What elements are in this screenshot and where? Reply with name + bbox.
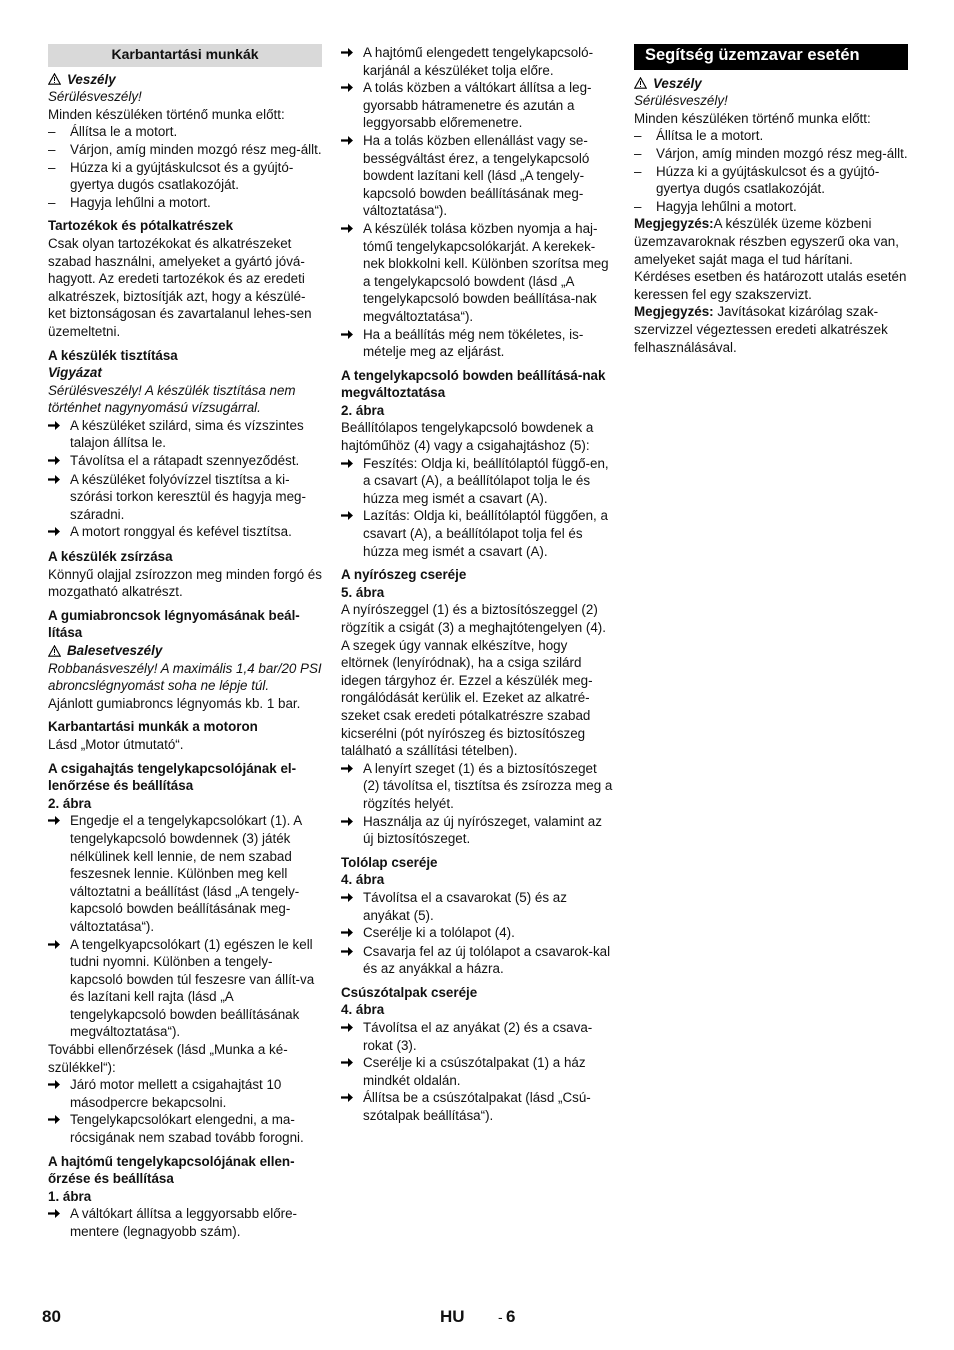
list-item: – Hagyja lehűlni a motort. bbox=[634, 198, 797, 214]
further-checks-text: További ellenőrzések (lásd „Munka a ké-szülékkel“): bbox=[48, 1042, 288, 1075]
tire-pressure-heading: A gumiabroncsok légnyomásának beál-lítása bbox=[48, 607, 300, 641]
list-item: – Állítsa le a motort. bbox=[634, 128, 764, 144]
footer-separator: - bbox=[498, 1309, 503, 1325]
accessories-heading: Tartozékok és pótalkatrészek bbox=[48, 218, 234, 234]
figure-ref: 5. ábra bbox=[341, 584, 385, 600]
motor-text: Lásd „Motor útmutató“. bbox=[48, 736, 184, 752]
arrow-right-icon bbox=[48, 1079, 60, 1090]
drive-clutch-heading: A hajtómű tengelykapcsolójának ellen-őrzése és beállítása bbox=[48, 1153, 295, 1187]
list-item: A tolás közben a váltókart állítsa a leg-gyorsabb hátramenetre és azután a leggyorsabb előremenetre. bbox=[341, 79, 615, 132]
figure-ref: 4. ábra bbox=[341, 1002, 385, 1018]
danger-notice bbox=[634, 75, 908, 93]
list-item: Cserélje ki a csúszótalpakat (1) a ház mindkét oldalán. bbox=[341, 1054, 615, 1089]
accessories-text: Csak olyan tartozékokat és alkatrészeket szabad használni, amelyeket a gyártó jóvá-hagyott. Az eredeti tartozékok és az eredeti alkatrészek, biztosítják azt, hogy a készülé-ket biztonságosan és zavartalanul lehes-sen üzemeltetni. bbox=[48, 235, 312, 339]
list-item: – Húzza ki a gyújtáskulcsot és a gyújtó-gyertya dugós csatlakozóját. bbox=[48, 159, 294, 193]
danger-label: Veszély bbox=[67, 71, 116, 87]
list-item: A tengelkyapcsolókart (1) egészen le kell tudni nyomni. Különben a tengely-kapcsoló bowden túl feszesre van állít-va és lazítani kell rajta (lásd „A tengelykapcsoló bowden beállításának megváltoztatása“). bbox=[48, 936, 322, 1042]
column-3 bbox=[634, 44, 908, 356]
arrow-right-icon bbox=[341, 510, 353, 521]
list-item: – Állítsa le a motort. bbox=[48, 124, 178, 140]
arrow-right-icon bbox=[341, 1057, 353, 1068]
list-item: A készüléket szilárd, sima és vízszintes talajon állítsa le. bbox=[48, 417, 322, 452]
motor-heading: Karbantartási munkák a motoron bbox=[48, 719, 258, 735]
tire-warning: Robbanásveszély! A maximális 1,4 bar/20 PSI abroncslégnyomást soha ne lépje túl. bbox=[48, 660, 322, 694]
list-item: – Hagyja lehűlni a motort. bbox=[48, 194, 211, 210]
shear-pin-text: A nyírószeggel (1) és a biztosítószeggel (2) rögzítik a csigát (3) a meghajtótengelyen (4). A szegek úgy vannak elkészítve, hogy eltörnek (lenyíródnak), ha a csiga szilárd idegen tárgyhoz ér. Ezzel a készülék meg-rongálódását kerülik el. Ezeket az alkatré-szeket csak eredeti pótalkatrészre szabad kicserélni (pót nyírószeg és biztosítószeg található a szállítási tételben). bbox=[341, 602, 606, 759]
arrow-right-icon bbox=[341, 82, 353, 93]
warning-triangle-icon bbox=[634, 77, 647, 89]
warning-triangle-icon bbox=[48, 73, 61, 85]
page-number: 80 bbox=[42, 1307, 61, 1326]
arrow-right-icon bbox=[48, 474, 60, 485]
arrow-right-icon bbox=[341, 816, 353, 827]
list-item: Távolítsa el az anyákat (2) és a csava-rokat (3). bbox=[341, 1019, 615, 1054]
arrow-right-icon bbox=[341, 223, 353, 234]
figure-ref: 2. ábra bbox=[341, 402, 385, 418]
arrow-right-icon bbox=[341, 1022, 353, 1033]
danger-notice bbox=[48, 71, 322, 89]
greasing-heading: A készülék zsírzása bbox=[48, 549, 173, 565]
auger-clutch-heading: A csigahajtás tengelykapcsolójának el-lenőrzése és beállítása bbox=[48, 760, 297, 794]
tire-text: Ajánlott gumiabroncs légnyomás kb. 1 bar. bbox=[48, 695, 301, 711]
column-1 bbox=[48, 44, 322, 1241]
list-item: Cserélje ki a tolólapot (4). bbox=[341, 924, 615, 943]
list-item: Távolítsa el a csavarokat (5) és az anyákat (5). bbox=[341, 889, 615, 924]
list-item: A készülék tolása közben nyomja a haj-tómű tengelykapcsolókarját. A kerekek-nek blokkolni kell. Különben szorítsa meg a tengelykapcsoló bowdent (lásd „A tengelykapcsoló bowden beállítása-nak megváltoztatása“). bbox=[341, 220, 615, 326]
caution-label: Vigyázat bbox=[48, 365, 102, 381]
skid-heading: Csúszótalpak cseréje bbox=[341, 984, 478, 1000]
column-2 bbox=[341, 44, 615, 1125]
list-item: A készüléket folyóvízzel tisztítsa a ki-szórási torkon keresztül és hagyja meg-száradni. bbox=[48, 471, 322, 524]
figure-ref: 2. ábra bbox=[48, 795, 92, 811]
arrow-right-icon bbox=[48, 815, 60, 826]
blade-heading: Tolólap cseréje bbox=[341, 854, 438, 870]
language-code: HU bbox=[440, 1307, 465, 1326]
greasing-text: Könnyű olajjal zsírozzon meg minden forgó és mozgatható alkatrészt. bbox=[48, 566, 322, 600]
section-heading-maintenance: Karbantartási munkák bbox=[48, 44, 322, 67]
list-item: – Húzza ki a gyújtáskulcsot és a gyújtó-gyertya dugós csatlakozóját. bbox=[634, 163, 880, 197]
list-item: A motort ronggyal és kefével tisztítsa. bbox=[48, 523, 322, 542]
list-item: Ha a beállítás még nem tökéletes, is-mételje meg az eljárást. bbox=[341, 326, 615, 361]
arrow-right-icon bbox=[341, 1092, 353, 1103]
note-1: Megjegyzés:A készülék üzeme közbeni üzemzavaroknak részben egyszerű oka van, amelyeket saját maga el tud hárítani. Kérdéses esetben és határozott utalás esetén keressen fel egy szakszervizt. bbox=[634, 216, 907, 302]
accident-label: Balesetveszély bbox=[67, 643, 163, 658]
arrow-right-icon bbox=[341, 135, 353, 146]
figure-ref: 4. ábra bbox=[341, 872, 385, 888]
arrow-right-icon bbox=[341, 458, 353, 469]
shear-pin-heading: A nyírószeg cseréje bbox=[341, 567, 467, 583]
arrow-right-icon bbox=[341, 946, 353, 957]
arrow-right-icon bbox=[48, 526, 60, 537]
list-item: Tengelykapcsolókart elengedni, a ma-rócsigának nem szabad tovább forogni. bbox=[48, 1111, 322, 1146]
list-item: A hajtómű elengedett tengelykapcsoló-karjánál a készüléket tolja előre. bbox=[341, 44, 615, 79]
arrow-right-icon bbox=[48, 1208, 60, 1219]
list-item: A váltókart állítsa a leggyorsabb előre-mentere (legnagyobb szám). bbox=[48, 1205, 322, 1240]
list-item: Használja az új nyírószeget, valamint az új biztosítószeget. bbox=[341, 813, 615, 848]
list-item: Állítsa be a csúszótalpakat (lásd „Csú-szótalpak beállítása“). bbox=[341, 1089, 615, 1124]
section-page-number: 6 bbox=[506, 1307, 516, 1326]
arrow-right-icon bbox=[341, 892, 353, 903]
list-item: Lazítás: Oldja ki, beállítólaptól függően, a csavart (A), a beállítólapot tolja fel és húzza meg ismét a csavart (A). bbox=[341, 507, 615, 560]
note-label: Megjegyzés: bbox=[634, 304, 714, 320]
before-work-text: Minden készüléken történő munka előtt: bbox=[634, 110, 871, 126]
list-item: A lenyírt szeget (1) és a biztosítószeget (2) távolítsa el, tisztítsa és zsírozza meg a rögzítés helyét. bbox=[341, 760, 615, 813]
arrow-right-icon bbox=[341, 329, 353, 340]
section-heading-troubleshooting: Segítség üzemzavar esetén bbox=[634, 44, 908, 70]
injury-warning: Sérülésveszély! bbox=[634, 93, 728, 109]
arrow-right-icon bbox=[48, 455, 60, 466]
figure-ref: 1. ábra bbox=[48, 1188, 92, 1204]
arrow-right-icon bbox=[48, 1114, 60, 1125]
arrow-right-icon bbox=[341, 47, 353, 58]
list-item: Járó motor mellett a csigahajtást 10 másodpercre bekapcsolni. bbox=[48, 1076, 322, 1111]
cleaning-warning: Sérülésveszély! A készülék tisztítása nem történhet nagynyomású vízsugárral. bbox=[48, 382, 296, 416]
list-item: Csavarja fel az új tolólapot a csavarok-kal és az anyákkal a házra. bbox=[341, 943, 615, 978]
note-label: Megjegyzés: bbox=[634, 216, 714, 232]
arrow-right-icon bbox=[341, 763, 353, 774]
list-item: – Várjon, amíg minden mozgó rész meg-állt. bbox=[48, 141, 322, 157]
list-item: Feszítés: Oldja ki, beállítólaptól függő-en, a csavart (A), a beállítólapot tolja le és húzza meg ismét a csavart (A). bbox=[341, 455, 615, 508]
before-work-text: Minden készüléken történő munka előtt: bbox=[48, 106, 285, 122]
arrow-right-icon bbox=[341, 927, 353, 938]
note-2: Megjegyzés: Javításokat kizárólag szak-szervizzel végeztessen eredeti alkatrészek felhasználásával. bbox=[634, 304, 888, 355]
injury-warning: Sérülésveszély! bbox=[48, 89, 142, 105]
list-item: Engedje el a tengelykapcsolókart (1). A tengelykapcsoló bowdennek (3) játék nélkülinek kell lennie, de nem szabad feszesnek lennie. Különben meg kell változtatni a beállítást (lásd „A tengely-kapcsoló bowden beállításának meg-változtatása“). bbox=[48, 812, 322, 935]
arrow-right-icon bbox=[48, 939, 60, 950]
danger-label: Veszély bbox=[653, 75, 702, 91]
accident-notice bbox=[48, 642, 322, 660]
warning-triangle-icon bbox=[48, 645, 61, 657]
list-item: Ha a tolás közben ellenállást vagy se-bességváltást érez, a tengelykapcsoló bowdent lazítani kell (lásd „A tengely-kapcsoló bowden beállításának meg-változtatása“). bbox=[341, 132, 615, 220]
arrow-right-icon bbox=[48, 420, 60, 431]
list-item: Távolítsa el a rátapadt szennyeződést. bbox=[48, 452, 322, 471]
cleaning-heading: A készülék tisztítása bbox=[48, 347, 178, 363]
bowden-text: Beállítólapos tengelykapcsoló bowdenek a hajtóműhöz (4) vagy a csigahajtáshoz (5): bbox=[341, 420, 594, 454]
list-item: – Várjon, amíg minden mozgó rész meg-állt. bbox=[634, 145, 908, 161]
bowden-heading: A tengelykapcsoló bowden beállításá-nak megváltoztatása bbox=[341, 367, 606, 401]
